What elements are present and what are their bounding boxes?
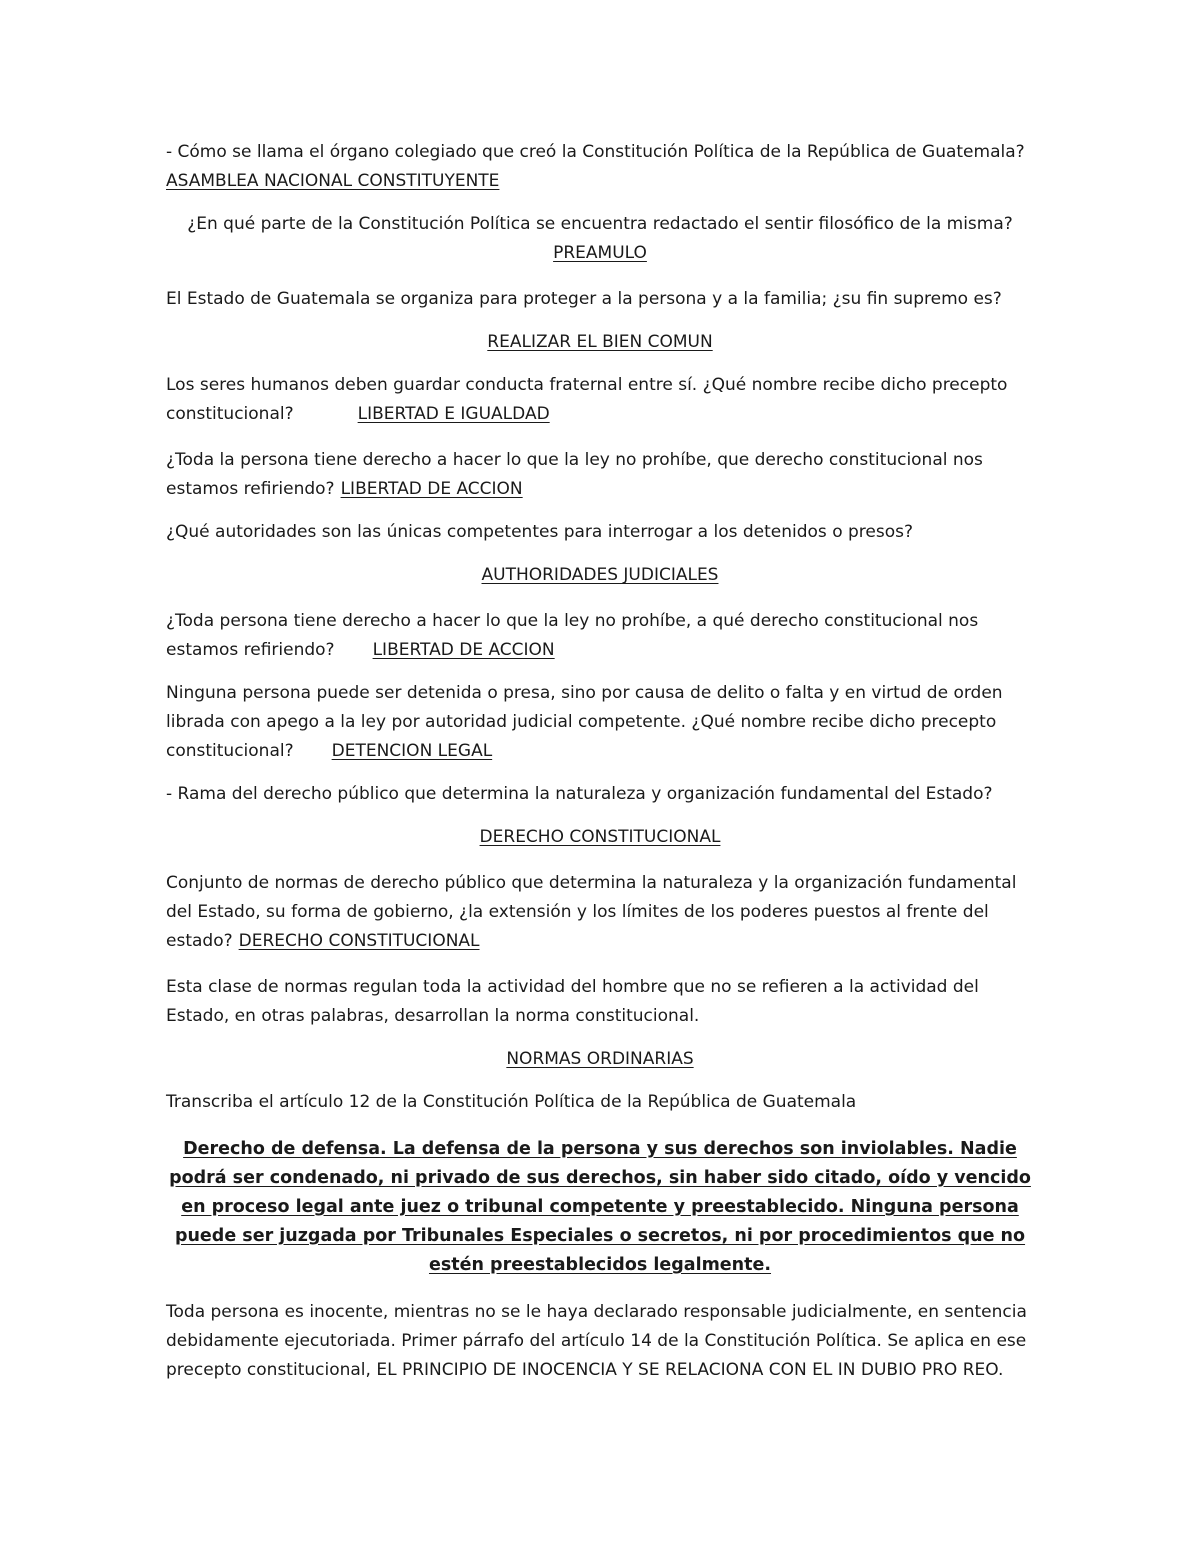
document-body	[166, 138, 1034, 1385]
answer-9-line	[166, 823, 1034, 852]
question-12: Transcriba el artículo 12 de la Constitución Política de la República de Guatemala	[166, 1092, 857, 1112]
question-11: Esta clase de normas regulan toda la actividad del hombre que no se refieren a la actividad del Estado, en otras palabras, desarrollan la norma constitucional.	[166, 977, 979, 1026]
answer-6-line	[166, 561, 1034, 590]
answer-10: DERECHO CONSTITUCIONAL	[238, 931, 480, 951]
question-13: Toda persona es inocente, mientras no se le haya declarado responsable judicialmente, en sentencia debidamente ejecutoriada. Primer párrafo del artículo 14 de la Constitución Política. Se aplica en ese precepto constitucional, EL PRINCIPIO DE INOCENCIA Y SE RELACIONA CON EL IN DUBIO PRO REO.	[166, 1302, 1027, 1380]
question-10-text: Conjunto de normas de derecho público que determina la naturaleza y la organización fundamental del Estado, su forma de gobierno, ¿la extensión y los límites de los poderes puestos al frente del estado?	[166, 873, 1017, 951]
question-5	[166, 446, 1034, 504]
question-6: ¿Qué autoridades son las únicas competentes para interrogar a los detenidos o presos?	[166, 522, 913, 542]
answer-6: AUTHORIDADES JUDICIALES	[481, 565, 719, 585]
question-1	[166, 138, 1034, 196]
answer-7: LIBERTAD DE ACCION	[372, 640, 555, 660]
question-4-text: Los seres humanos deben guardar conducta fraternal entre sí. ¿Qué nombre recibe dicho precepto constitucional?	[166, 375, 1008, 424]
question-3: El Estado de Guatemala se organiza para proteger a la persona y a la familia; ¿su fin supremo es?	[166, 289, 1002, 309]
answer-3-line	[166, 328, 1034, 357]
question-5-text: ¿Toda la persona tiene derecho a hacer lo que la ley no prohíbe, que derecho constitucional nos estamos refiriendo?	[166, 450, 983, 499]
article-12-text: Derecho de defensa. La defensa de la persona y sus derechos son inviolables. Nadie podrá ser condenado, ni privado de sus derechos, sin haber sido citado, oído y vencido en proceso legal ante juez o tribunal competente y preestablecido. Ninguna persona puede ser juzgada por Tribunales Especiales o secretos, ni por procedimientos que no estén preestablecidos legalmente.	[169, 1139, 1031, 1275]
answer-2-line	[166, 239, 1034, 268]
answer-1: ASAMBLEA NACIONAL CONSTITUYENTE	[166, 171, 500, 191]
question-2: ¿En qué parte de la Constitución Política se encuentra redactado el sentir filosófico de la misma?	[187, 214, 1013, 234]
question-9: - Rama del derecho público que determina la naturaleza y organización fundamental del Estado?	[166, 784, 993, 804]
question-4	[166, 371, 1034, 429]
answer-5: LIBERTAD DE ACCION	[340, 479, 523, 499]
answer-11-line	[166, 1045, 1034, 1074]
answer-3: REALIZAR EL BIEN COMUN	[487, 332, 713, 352]
answer-8: DETENCION LEGAL	[331, 741, 493, 761]
question-7	[166, 607, 1034, 665]
question-1-text: - Cómo se llama el órgano colegiado que creó la Constitución Política de la República de Guatemala?	[166, 142, 1025, 162]
question-7-text: ¿Toda persona tiene derecho a hacer lo que la ley no prohíbe, a qué derecho constitucional nos estamos refiriendo?	[166, 611, 979, 660]
answer-4: LIBERTAD E IGUALDAD	[357, 404, 550, 424]
question-10	[166, 869, 1034, 956]
question-8	[166, 679, 1034, 766]
answer-9: DERECHO CONSTITUCIONAL	[479, 827, 721, 847]
answer-11: NORMAS ORDINARIAS	[506, 1049, 694, 1069]
question-8-text: Ninguna persona puede ser detenida o presa, sino por causa de delito o falta y en virtud de orden librada con apego a la ley por autoridad judicial competente. ¿Qué nombre recibe dicho precepto constitucional?	[166, 683, 1003, 761]
answer-2: PREAMULO	[553, 243, 647, 263]
